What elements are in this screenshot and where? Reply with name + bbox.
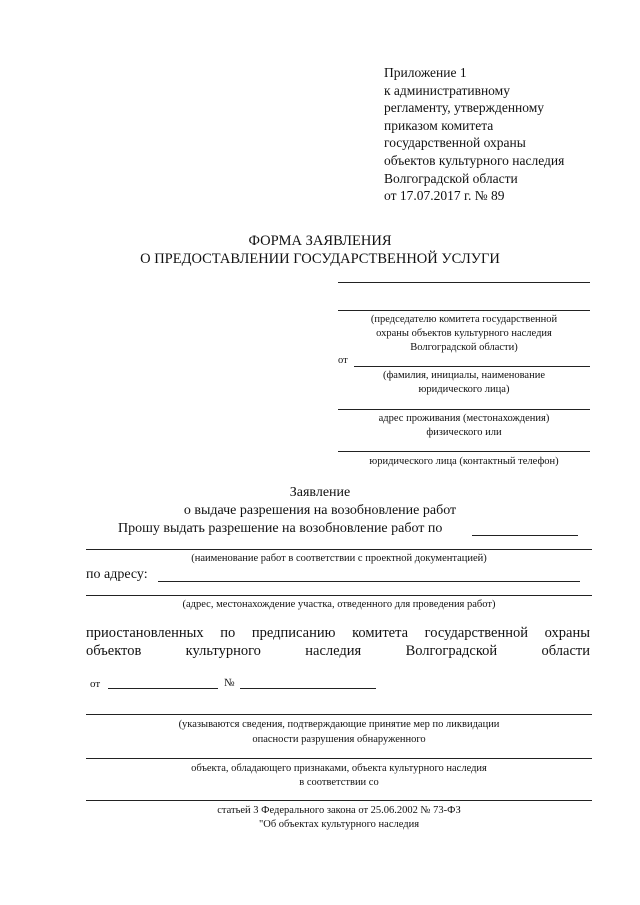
name-hint-2: юридического лица) (418, 384, 510, 395)
works-name-short-line[interactable] (472, 535, 578, 536)
appendix-line: к административному (384, 82, 510, 98)
applicant-name-line[interactable] (354, 366, 590, 367)
law-hint-2: "Об объектах культурного наследия (258, 819, 420, 830)
site-address-line-2[interactable] (86, 595, 592, 596)
recipient-hint-1: (председателю комитета государственной (370, 314, 558, 325)
object-hint-1: объекта, обладающего признаками, объекта культурного наследия (191, 763, 487, 774)
recipient-hint-3: Волгоградской области) (410, 342, 518, 353)
date-label: от (90, 678, 101, 690)
address-hint-3: юридического лица (контактный телефон) (369, 456, 559, 467)
statement-subheading: о выдаче разрешения на возобновление работ (183, 503, 457, 518)
site-address-line[interactable] (158, 581, 580, 582)
object-hint-2: в соответствии со (299, 777, 379, 788)
contact-line[interactable] (338, 451, 590, 452)
date-line[interactable] (108, 688, 218, 689)
measures-hint-2: опасности разрушения обнаруженного (252, 734, 426, 745)
name-hint-1: (фамилия, инициалы, наименование (382, 370, 545, 381)
law-hint-1: статьей 3 Федерального закона от 25.06.2002 № 73-ФЗ (217, 805, 461, 816)
address-hint-2: физического или (426, 427, 502, 438)
appendix-line: от 17.07.2017 г. № 89 (384, 188, 505, 204)
suspended-line-1: приостановленных по предписанию комитета государственной охраны (86, 625, 590, 641)
law-line[interactable] (86, 800, 592, 801)
recipient-blank-line-2[interactable] (338, 310, 590, 311)
appendix-block (384, 64, 634, 205)
appendix-line: приказом комитета (384, 117, 494, 133)
appendix-line: объектов культурного наследия (384, 152, 565, 168)
form-title-line2: О ПРЕДОСТАВЛЕНИИ ГОСУДАРСТВЕННОЙ УСЛУГИ (140, 251, 500, 267)
suspended-line-2: объектов культурного наследия Волгоградской области (86, 643, 590, 659)
works-name-line[interactable] (86, 549, 592, 550)
address-label: по адресу: (86, 567, 148, 582)
works-hint: (наименование работ в соответствии с проектной документацией) (191, 553, 487, 564)
address-hint-1: адрес проживания (местонахождения) (378, 413, 550, 424)
from-label: от (338, 355, 348, 366)
appendix-line: государственной охраны (384, 135, 526, 151)
number-line[interactable] (240, 688, 376, 689)
recipient-hint-2: охраны объектов культурного наследия (376, 328, 552, 339)
measures-line[interactable] (86, 714, 592, 715)
appendix-line: Волгоградской области (384, 170, 518, 186)
statement-heading: Заявление (289, 485, 351, 500)
request-text: Прошу выдать разрешение на возобновление работ по (118, 521, 443, 536)
object-line[interactable] (86, 758, 592, 759)
number-label: № (224, 677, 235, 689)
form-title-line1: ФОРМА ЗАЯВЛЕНИЯ (248, 233, 392, 249)
recipient-blank-line-1[interactable] (338, 282, 590, 283)
measures-hint-1: (указываются сведения, подтверждающие принятие мер по ликвидации (178, 719, 500, 730)
appendix-line: Приложение 1 (384, 65, 467, 80)
address-line[interactable] (338, 409, 590, 410)
site-address-hint: (адрес, местонахождение участка, отведенного для проведения работ) (182, 599, 496, 610)
appendix-line: регламенту, утвержденному (384, 100, 545, 116)
